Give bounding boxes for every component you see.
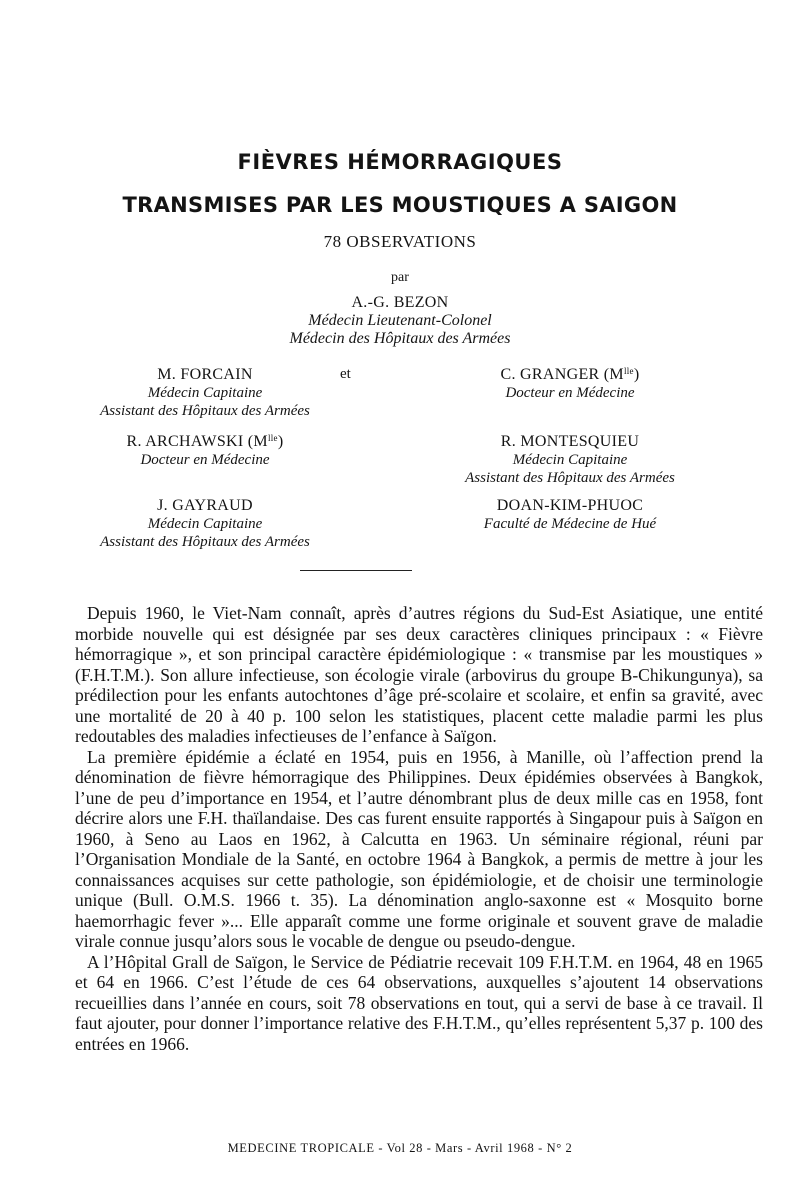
author-forcain xyxy=(40,366,370,420)
paragraph-2: La première épidémie a éclaté en 1954, puis en 1956, à Manille, où l’affection prend la dénomination de fièvre hémorragique des Philippines. Deux épidémies observées à Bangkok, l’une de peu d’importance en 1954, et l’autre dénombrant plus de deux mille cas en 1958, font décrire alors une F.H. thaïlandaise. Des cas furent ensuite rapportés à Singapour puis à Saïgon en 1960, à Seno au Laos en 1962, à Calcutta en 1963. Un séminaire régional, réuni par l’Organisation Mondiale de la Santé, en octobre 1964 à Bangkok, a permis de mettre à jour les connaissances acquises sur cette pathologie, son épidémiologie, et de choisir une terminologie unique (Bull. O.M.S. 1966 t. 35). La dénomination anglo-saxonne est « Mosquito borne haemorrhagic fever »... Elle apparaît comme une forme originale et souvent grave de maladie virale connue jusqu’alors sous le vocable de dengue ou pseudo-dengue. xyxy=(75,746,763,951)
author-name: J. GAYRAUD xyxy=(157,497,253,514)
author-name: M. FORCAIN xyxy=(157,366,253,383)
lead-author-role-2: Médecin des Hôpitaux des Armées xyxy=(289,330,511,347)
author-role-1: Faculté de Médecine de Hué xyxy=(483,516,657,532)
author-name: R. MONTESQUIEU xyxy=(500,433,640,450)
author-montesquieu xyxy=(400,433,740,487)
journal-footer: MEDECINE TROPICALE - Vol 28 - Mars - Avril 1968 - N° 2 xyxy=(227,1141,573,1155)
author-role-2: Assistant des Hôpitaux des Armées xyxy=(100,534,310,550)
author-name: DOAN-KIM-PHUOC xyxy=(496,497,644,514)
author-role-1: Docteur en Médecine xyxy=(505,385,635,401)
separator-rule xyxy=(300,570,412,571)
author-name: C. GRANGER $(M^{lle})$ xyxy=(500,366,640,383)
subtitle: 78 OBSERVATIONS xyxy=(323,232,477,251)
author-role-2: Assistant des Hôpitaux des Armées xyxy=(100,403,310,419)
author-gayraud xyxy=(40,497,370,551)
author-role-1: Médecin Capitaine xyxy=(147,385,263,401)
article-body xyxy=(75,603,763,1054)
title-line-2: TRANSMISES PAR LES MOUSTIQUES A SAIGON xyxy=(122,193,678,217)
paragraph-3: A l’Hôpital Grall de Saïgon, le Service de Pédiatrie recevait 109 F.H.T.M. en 1964, 48 en 1965 et 64 en 1966. C’est l’étude de ces 64 observations, auxquelles s’ajoutent 14 observations recueillies dans l’année en cours, soit 78 observations en tout, qui a servi de base à ce travail. Il faut ajouter, pour donner l’importance relative des F.H.T.M., qu’elles représentent 5,37 p. 100 des entrées en 1966. xyxy=(75,951,763,1054)
author-role-1: Médecin Capitaine xyxy=(147,516,263,532)
author-role-1: Docteur en Médecine xyxy=(140,452,270,468)
lead-author-name: A.-G. BEZON xyxy=(351,294,449,311)
author-doan-kim-phuoc xyxy=(400,497,740,533)
author-role-1: Médecin Capitaine xyxy=(512,452,628,468)
author-granger xyxy=(400,366,740,402)
author-archawski xyxy=(40,433,370,469)
lead-author-role-1: Médecin Lieutenant-Colonel xyxy=(308,312,492,329)
par-label: par xyxy=(391,270,409,285)
et-conjunction: et xyxy=(340,366,351,382)
author-name: R. ARCHAWSKI $(M^{lle})$ xyxy=(126,433,284,450)
author-role-2: Assistant des Hôpitaux des Armées xyxy=(465,470,675,486)
paragraph-1: Depuis 1960, le Viet-Nam connaît, après d’autres régions du Sud-Est Asiatique, une entité morbide nouvelle qui est désignée par ses deux caractères cliniques principaux : « Fièvre hémorragique », et son principal caractère épidémiologique : « transmise par les moustiques » (F.H.T.M.). Son allure infectieuse, son écologie virale (arbovirus du groupe B-Chikungunya), sa prédilection pour les enfants autochtones d’âge pré-scolaire et scolaire, et enfin sa gravité, avec une mortalité de 20 à 40 p. 100 selon les statistiques, placent cette maladie parmi les plus redoutables des maladies infectieuses de l’enfance à Saïgon. xyxy=(75,603,763,746)
lead-author xyxy=(0,294,800,348)
title-line-1: FIÈVRES HÉMORRAGIQUES xyxy=(237,150,563,174)
